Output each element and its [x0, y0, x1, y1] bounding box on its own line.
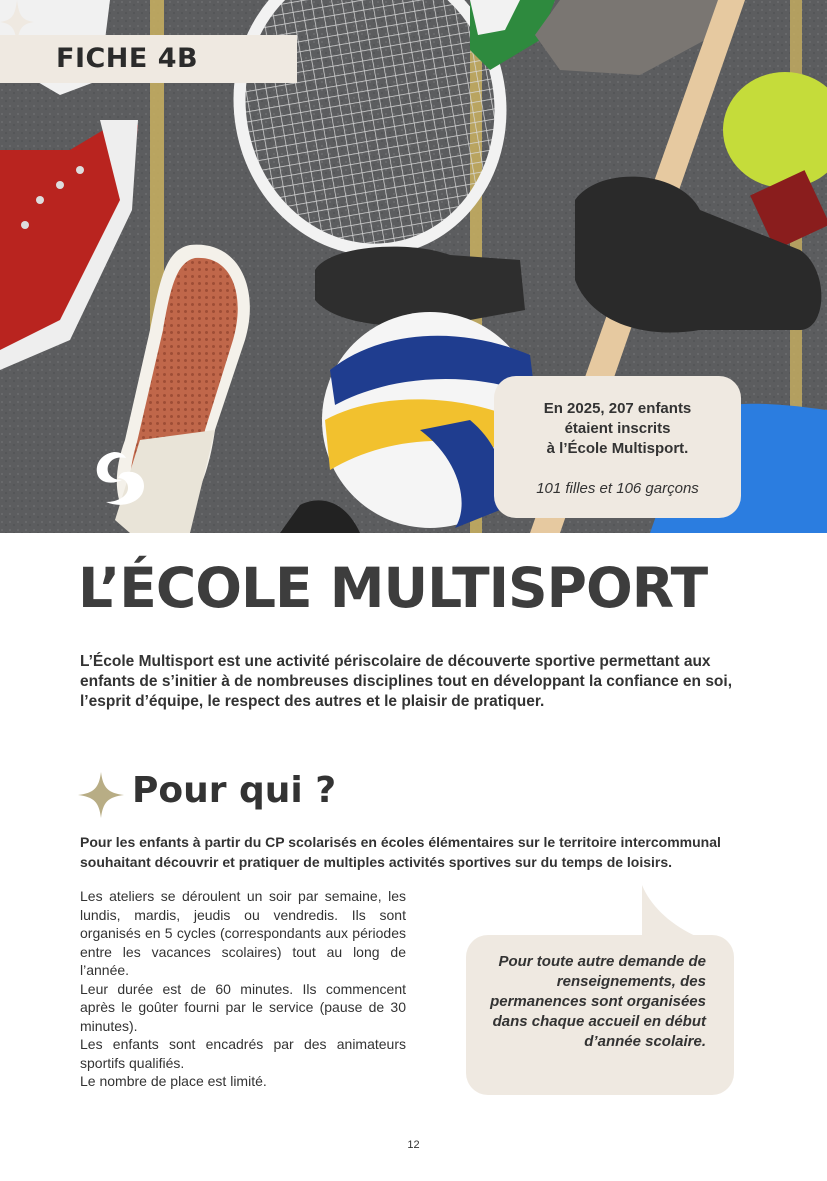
details-paragraph: Les enfants sont encadrés par des animateurs sportifs qualifiés.	[80, 1036, 406, 1071]
section-title: Pour qui ?	[132, 770, 337, 811]
fiche-tag: FICHE 4B	[0, 35, 297, 83]
stat-bubble	[494, 376, 741, 518]
page-title: L’ÉCOLE MULTISPORT	[78, 556, 708, 620]
stat-detail: 101 filles et 106 garçons	[536, 480, 699, 497]
star-icon	[78, 772, 124, 818]
details-paragraph: Leur durée est de 60 minutes. Ils commencent après le goûter fourni par le service (pause de 30 minutes).	[80, 980, 406, 1034]
details-text	[80, 887, 406, 1091]
page-number: 12	[407, 1139, 420, 1151]
stat-line: à l’École Multisport.	[546, 440, 689, 457]
intro-paragraph: L’École Multisport est une activité périscolaire de découverte sportive permettant aux enfants de s’initier à de nombreuses disciplines tout en développant la confiance en soi, l’esprit d’équipe, le respect des autres et le plaisir de pratiquer.	[80, 653, 733, 710]
stat-line: En 2025, 207 enfants	[543, 400, 692, 417]
sparkle-icon	[0, 0, 34, 44]
info-text: Pour toute autre demande de renseignements, des permanences sont organisées dans chaque accueil en début d’année scolaire.	[490, 953, 706, 1050]
details-paragraph: Le nombre de place est limité.	[80, 1073, 267, 1089]
hero-photo	[0, 0, 827, 533]
stat-line: étaient inscrits	[564, 420, 671, 437]
details-paragraph: Les ateliers se déroulent un soir par semaine, les lundis, mardis, jeudis ou vendredis. Ils sont organisés en 5 cycles (correspondants aux périodes entre les vacances scolaires) tout au long de l’année.	[80, 888, 406, 978]
audience-paragraph: Pour les enfants à partir du CP scolarisés en écoles élémentaires sur le territoire intercommunal souhaitant découvrir et pratiquer de multiples activités sportives sur du temps de loisirs.	[80, 834, 721, 870]
